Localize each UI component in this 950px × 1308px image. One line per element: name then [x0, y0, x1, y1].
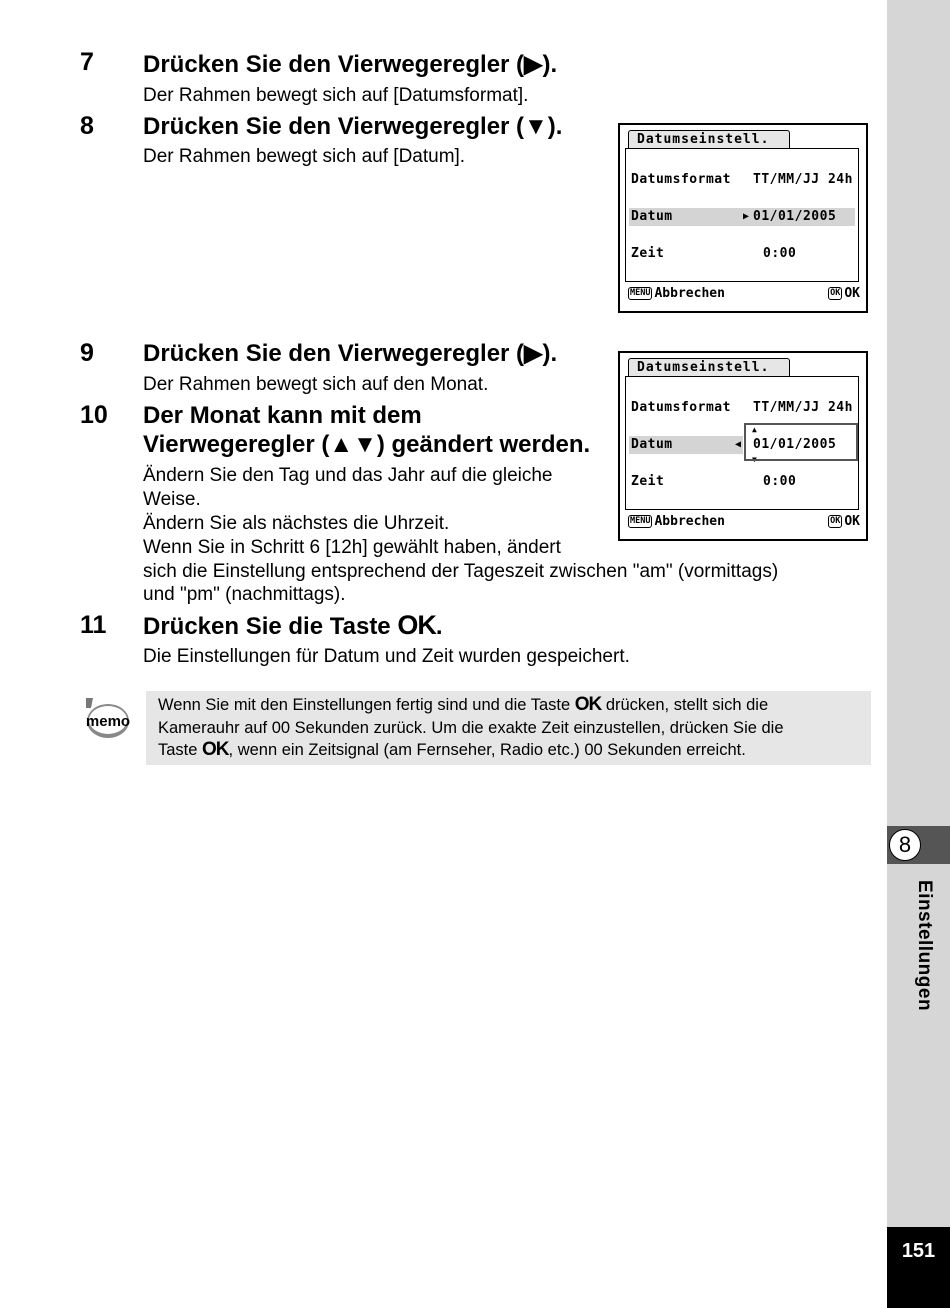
row-label: Zeit	[631, 246, 665, 261]
row-value: TT/MM/JJ 24h	[753, 400, 853, 415]
row-date	[629, 208, 855, 226]
ok-key-icon: OK	[830, 288, 841, 298]
screen-tab-title: Datumseinstell.	[628, 358, 790, 376]
ok-key-icon: OK	[830, 516, 841, 526]
step-10-text-6: und "pm" (nachmittags).	[143, 584, 346, 605]
memo-line-2: Kamerauhr auf 00 Sekunden zurück. Um die exakte Zeit einzustellen, drücken Sie die	[158, 718, 784, 737]
date-rest: /01/2005	[769, 437, 837, 452]
down-arrow-icon: ▼	[752, 455, 758, 464]
memo-text: drücken, stellt sich die	[601, 696, 769, 714]
ok-button-glyph: OK	[574, 694, 602, 715]
row-value: TT/MM/JJ 24h	[753, 172, 853, 187]
row-time	[629, 473, 855, 491]
row-label: Datum	[631, 209, 673, 224]
menu-key-icon: MENU	[630, 288, 651, 298]
screen-footer	[628, 285, 860, 303]
row-label: Datumsformat	[631, 172, 731, 187]
step-number-11: 11	[80, 611, 107, 639]
row-label: Datumsformat	[631, 400, 731, 415]
row-label: Datum	[631, 437, 673, 452]
up-arrow-icon: ▲	[752, 425, 758, 434]
step-10-title-line-2: Vierwegeregler (▲▼) geändert werden.	[143, 431, 591, 458]
step-9-title: Drücken Sie den Vierwegeregler (▶).	[143, 340, 558, 367]
memo-text: Taste	[158, 741, 203, 759]
step-10-text-2: Weise.	[143, 489, 201, 510]
row-time	[629, 245, 855, 263]
step-7-text: Der Rahmen bewegt sich auf [Datumsformat].	[143, 85, 529, 106]
row-value: 0:00	[763, 246, 797, 261]
memo-line-3	[158, 739, 859, 762]
ok-label: OK	[844, 286, 860, 301]
camera-screen-month-selected	[618, 351, 868, 541]
screen-footer	[628, 513, 860, 531]
step-number-9: 9	[80, 339, 94, 367]
step-number-8: 8	[80, 112, 94, 140]
row-date-format	[629, 399, 855, 417]
screen-panel	[625, 148, 859, 282]
cancel-label: Abbrechen	[654, 286, 725, 301]
screen-tab-title: Datumseinstell.	[628, 130, 790, 148]
step-9-text: Der Rahmen bewegt sich auf den Monat.	[143, 374, 489, 395]
step-11-title-end: .	[435, 613, 443, 640]
row-date-format	[629, 171, 855, 189]
screen-panel	[625, 376, 859, 510]
ok-button-glyph: OK	[397, 610, 436, 640]
step-8-text: Der Rahmen bewegt sich auf [Datum].	[143, 146, 466, 167]
row-value: 01/01/2005	[753, 209, 837, 224]
step-11-title	[143, 611, 443, 641]
step-8-title: Drücken Sie den Vierwegeregler (▼).	[143, 113, 563, 140]
cancel-label: Abbrechen	[654, 514, 725, 529]
chapter-number: 8	[889, 829, 921, 861]
chapter-label: Einstellungen	[914, 880, 935, 1012]
selection-frame	[744, 423, 858, 461]
row-label: Zeit	[631, 474, 665, 489]
selected-month: 01	[753, 437, 770, 452]
step-7-title: Drücken Sie den Vierwegeregler (▶).	[143, 51, 558, 78]
left-arrow-icon: ◀	[735, 439, 742, 450]
step-10-text-4: Wenn Sie in Schritt 6 [12h] gewählt haben, ändert	[143, 537, 561, 558]
step-11-text: Die Einstellungen für Datum und Zeit wurden gespeichert.	[143, 646, 630, 667]
memo-text: Wenn Sie mit den Einstellungen fertig sind und die Taste	[158, 696, 575, 714]
ok-button-glyph: OK	[202, 739, 229, 760]
step-number-7: 7	[80, 48, 94, 76]
memo-line-1	[158, 694, 859, 717]
page-number: 151	[901, 1240, 936, 1262]
step-10-text-3: Ändern Sie als nächstes die Uhrzeit.	[143, 513, 450, 534]
chapter-side-bar	[887, 0, 950, 1308]
camera-screen-date-setting	[618, 123, 868, 313]
memo-note	[146, 691, 871, 765]
memo-icon-text: memo	[85, 713, 131, 730]
step-10-text-5: sich die Einstellung entsprechend der Tageszeit zwischen "am" (vormittags)	[143, 561, 779, 582]
step-11-title-text: Drücken Sie die Taste	[143, 613, 398, 640]
step-number-10: 10	[80, 401, 108, 429]
memo-text: , wenn ein Zeitsignal (am Fernseher, Radio etc.) 00 Sekunden erreicht.	[228, 741, 746, 759]
step-10-title-line-1: Der Monat kann mit dem	[143, 402, 422, 429]
step-10-text-1: Ändern Sie den Tag und das Jahr auf die gleiche	[143, 465, 553, 486]
right-arrow-icon: ▶	[743, 211, 750, 222]
memo-icon	[80, 696, 132, 742]
row-value: 0:00	[763, 474, 797, 489]
menu-key-icon: MENU	[630, 516, 651, 526]
ok-label: OK	[844, 514, 860, 529]
